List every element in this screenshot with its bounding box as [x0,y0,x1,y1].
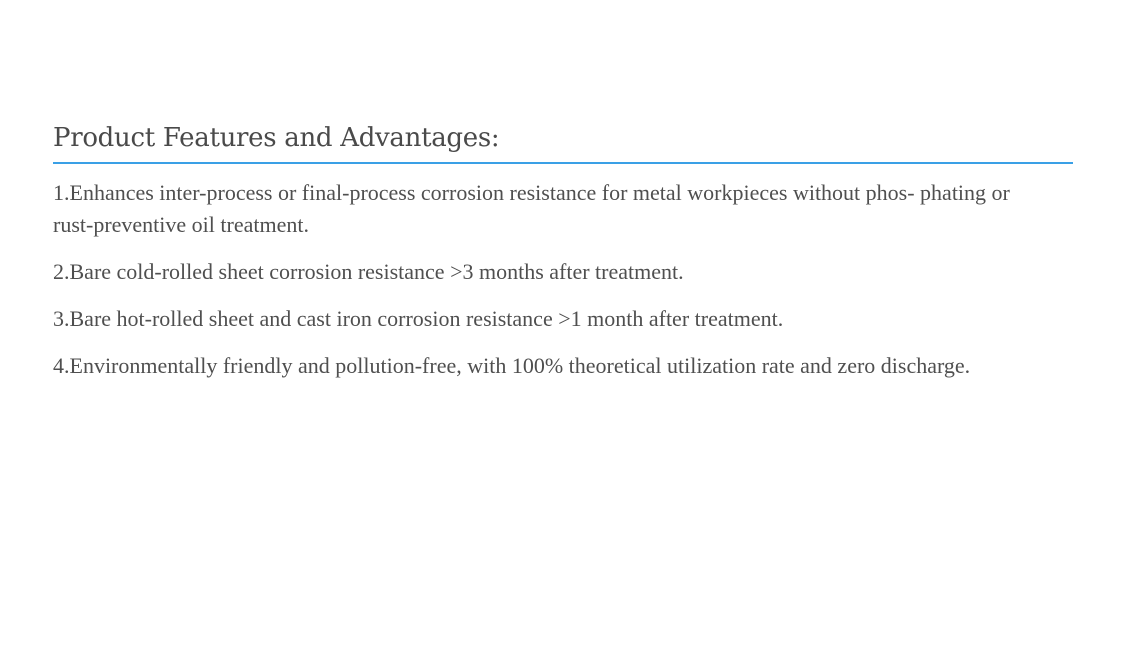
feature-item: 3.Bare hot-rolled sheet and cast iron corrosion resistance >1 month after treatment. [53,306,784,331]
section-heading: Product Features and Advantages: [53,118,1073,164]
feature-item: 4.Environmentally friendly and pollution-free, with 100% theoretical utilization rate and zero discharge. [53,353,971,378]
feature-item: 1.Enhances inter-process or final-process corrosion resistance for metal workpieces without phos- phating or rust-preventive oil treatment. [53,180,1010,237]
feature-item: 2.Bare cold-rolled sheet corrosion resistance >3 months after treatment. [53,259,684,284]
product-features-section [53,118,1073,397]
feature-list [53,177,1073,382]
